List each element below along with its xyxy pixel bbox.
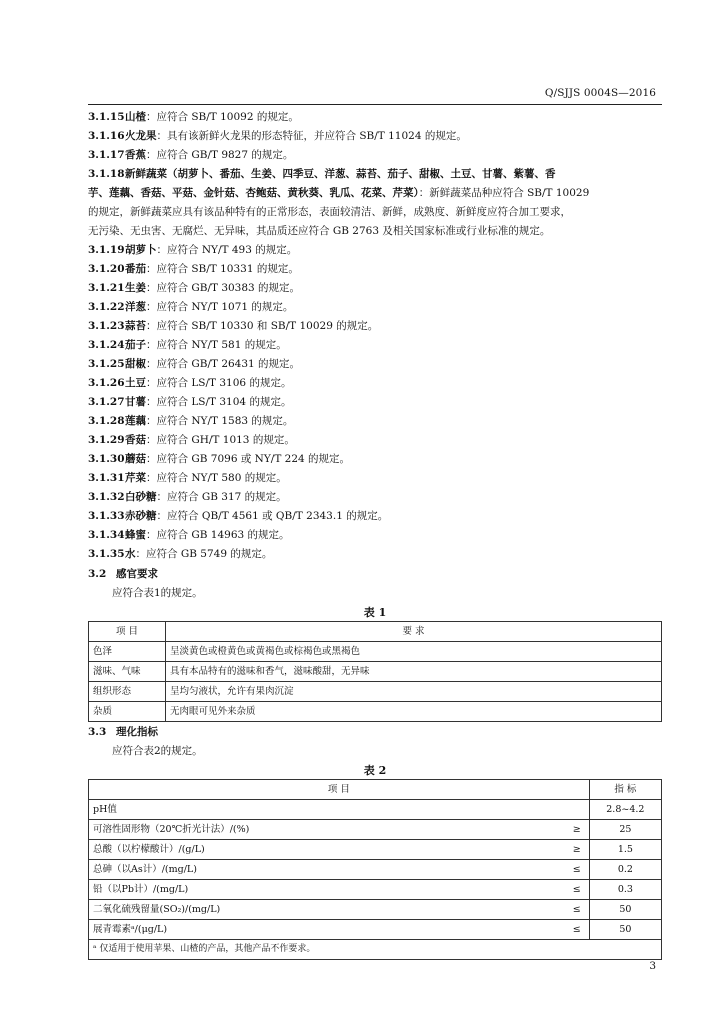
clause-text: ：应符合 NY/T 1583 的规定。 bbox=[146, 415, 294, 427]
clause-text: ：应符合 NY/T 1071 的规定。 bbox=[146, 301, 294, 313]
clause-item bbox=[88, 374, 662, 393]
clause-number: 3.1.22 bbox=[88, 301, 125, 313]
table-cell-value: 25 bbox=[589, 820, 661, 840]
clause-list-b bbox=[88, 241, 662, 564]
clause-number: 3.1.18 bbox=[88, 168, 125, 180]
clause-list-a bbox=[88, 108, 662, 165]
clause-number: 3.1.15 bbox=[88, 111, 125, 123]
clause-item bbox=[88, 355, 662, 374]
header-divider bbox=[88, 104, 662, 105]
clause-term: 甘薯 bbox=[125, 396, 146, 408]
table-cell-requirement: 具有本品特有的滋味和香气，滋味酸甜，无异味 bbox=[166, 662, 662, 682]
clause-term: 土豆 bbox=[125, 377, 146, 389]
clause-term: 胡萝卜 bbox=[125, 244, 157, 256]
table-cell-item bbox=[89, 900, 590, 920]
clause-item bbox=[88, 108, 662, 127]
clause-term: 火龙果 bbox=[125, 130, 157, 142]
clause-term: 番茄 bbox=[125, 263, 146, 275]
table-cell-item: 滋味、气味 bbox=[89, 662, 166, 682]
clause-text: ：具有该新鲜火龙果的形态特征，并应符合 SB/T 11024 的规定。 bbox=[156, 130, 467, 142]
clause-term: 生姜 bbox=[125, 282, 146, 294]
table1-caption: 表 1 bbox=[363, 606, 387, 619]
clause-text: ：应符合 GB/T 26431 的规定。 bbox=[146, 358, 301, 370]
clause-number: 3.1.27 bbox=[88, 396, 125, 408]
section-3-3-heading bbox=[88, 723, 662, 742]
table-cell-value: 1.5 bbox=[589, 840, 661, 860]
clause-text: ：应符合 GB 317 的规定。 bbox=[156, 491, 287, 503]
table-cell-item: 组织形态 bbox=[89, 682, 166, 702]
section-number: 3.2 bbox=[88, 568, 107, 580]
item-label: 二氧化硫残留量(SO₂)/(mg/L) bbox=[93, 904, 221, 915]
table-row bbox=[89, 662, 662, 682]
clause-number: 3.1.29 bbox=[88, 434, 125, 446]
comparison-symbol: ≤ bbox=[572, 904, 581, 915]
clause-term: 芹菜 bbox=[125, 472, 146, 484]
clause-term: 白砂糖 bbox=[125, 491, 157, 503]
clause-item bbox=[88, 260, 662, 279]
clause-item bbox=[88, 146, 662, 165]
clause-text: ：新鲜蔬菜品种应符合 SB/T 10029 bbox=[418, 187, 590, 199]
clause-item bbox=[88, 317, 662, 336]
clause-number: 3.1.24 bbox=[88, 339, 125, 351]
clause-term: 香蕉 bbox=[125, 149, 146, 161]
clause-number: 3.1.28 bbox=[88, 415, 125, 427]
table-footnote: ᵃ 仅适用于使用苹果、山楂的产品，其他产品不作要求。 bbox=[89, 940, 662, 960]
table-row bbox=[89, 900, 662, 920]
table-cell-item bbox=[89, 860, 590, 880]
table-cell-item: 杂质 bbox=[89, 702, 166, 722]
table-header-cell: 指 标 bbox=[589, 780, 661, 800]
clause-term: 蒜苔 bbox=[125, 320, 146, 332]
table-row bbox=[89, 860, 662, 880]
clause-term: 山楂 bbox=[125, 111, 146, 123]
clause-item bbox=[88, 431, 662, 450]
table-cell-item bbox=[89, 800, 590, 820]
section-3-3-text: 应符合表2的规定。 bbox=[112, 745, 203, 757]
document-id: Q/SJJS 0004S—2016 bbox=[544, 87, 656, 99]
comparison-symbol: ≤ bbox=[572, 864, 581, 875]
clause-text: ：应符合 GB 5749 的规定。 bbox=[135, 548, 273, 560]
clause-number: 3.1.17 bbox=[88, 149, 125, 161]
table-row bbox=[89, 920, 662, 940]
clause-text: ：应符合 GB 14963 的规定。 bbox=[146, 529, 290, 541]
section-3-2-text: 应符合表1的规定。 bbox=[112, 587, 203, 599]
clause-term: 洋葱 bbox=[125, 301, 146, 313]
section-title: 感官要求 bbox=[116, 568, 158, 580]
section-title: 理化指标 bbox=[116, 726, 158, 738]
clause-term: 水 bbox=[125, 548, 136, 560]
clause-3-1-18 bbox=[88, 165, 662, 241]
table-cell-item bbox=[89, 880, 590, 900]
clause-term: 赤砂糖 bbox=[125, 510, 157, 522]
table-cell-value: 50 bbox=[589, 920, 661, 940]
comparison-symbol: ≥ bbox=[572, 844, 581, 855]
clause-item bbox=[88, 488, 662, 507]
clause-item bbox=[88, 393, 662, 412]
table-header-cell: 项 目 bbox=[89, 622, 166, 642]
table-cell-item: 色泽 bbox=[89, 642, 166, 662]
clause-text: ：应符合 SB/T 10092 的规定。 bbox=[146, 111, 299, 123]
clause-text: ：应符合 GB 7096 或 NY/T 224 的规定。 bbox=[146, 453, 351, 465]
item-label: 可溶性固形物（20℃折光计法）/(%) bbox=[93, 824, 250, 835]
table-cell-requirement: 呈均匀液状，允许有果肉沉淀 bbox=[166, 682, 662, 702]
table-row bbox=[89, 682, 662, 702]
table-cell-value: 0.3 bbox=[589, 880, 661, 900]
clause-text: ：应符合 GB/T 9827 的规定。 bbox=[146, 149, 294, 161]
clause-text: ：应符合 LS/T 3104 的规定。 bbox=[146, 396, 292, 408]
clause-text-line3: 的规定，新鲜蔬菜应具有该品种特有的正常形态，表面较清洁、新鲜，成熟度、新鲜度应符合加工要求， bbox=[88, 206, 571, 218]
clause-item bbox=[88, 336, 662, 355]
clause-number: 3.1.25 bbox=[88, 358, 125, 370]
clause-number: 3.1.19 bbox=[88, 244, 125, 256]
table-footnote-row bbox=[89, 940, 662, 960]
clause-item bbox=[88, 298, 662, 317]
clause-number: 3.1.34 bbox=[88, 529, 125, 541]
table-row bbox=[89, 800, 662, 820]
clause-item bbox=[88, 241, 662, 260]
clause-number: 3.1.20 bbox=[88, 263, 125, 275]
table2-caption: 表 2 bbox=[363, 764, 387, 777]
clause-text: ：应符合 SB/T 10330 和 SB/T 10029 的规定。 bbox=[146, 320, 379, 332]
page-number: 3 bbox=[649, 960, 656, 972]
item-label: 铅（以Pb计）/(mg/L) bbox=[93, 884, 189, 895]
clause-text: ：应符合 GH/T 1013 的规定。 bbox=[146, 434, 295, 446]
item-label: 展青霉素ᵃ/(μg/L) bbox=[93, 924, 168, 935]
table-header-cell: 要 求 bbox=[166, 622, 662, 642]
clause-text-line4: 无污染、无虫害、无腐烂、无异味，其品质还应符合 GB 2763 及相关国家标准或行业标准的规定。 bbox=[88, 225, 551, 237]
table2 bbox=[88, 779, 662, 960]
clause-number: 3.1.33 bbox=[88, 510, 125, 522]
comparison-symbol: ≤ bbox=[572, 924, 581, 935]
table-header-row bbox=[89, 780, 662, 800]
table-cell-value: 0.2 bbox=[589, 860, 661, 880]
clause-number: 3.1.21 bbox=[88, 282, 125, 294]
clause-text: ：应符合 SB/T 10331 的规定。 bbox=[146, 263, 299, 275]
comparison-symbol: ≥ bbox=[572, 824, 581, 835]
clause-item bbox=[88, 545, 662, 564]
clause-text: ：应符合 NY/T 580 的规定。 bbox=[146, 472, 287, 484]
table-row bbox=[89, 702, 662, 722]
item-label: 总酸（以柠檬酸计）/(g/L) bbox=[93, 844, 205, 855]
table-row bbox=[89, 642, 662, 662]
table-cell-item bbox=[89, 840, 590, 860]
clause-term-cont: 芋、莲藕、香菇、平菇、金针菇、杏鲍菇、黄秋葵、乳瓜、花菜、芹菜） bbox=[88, 187, 419, 199]
table-header-cell: 项 目 bbox=[89, 780, 590, 800]
clause-term: 香菇 bbox=[125, 434, 146, 446]
clause-item bbox=[88, 507, 662, 526]
clause-number: 3.1.16 bbox=[88, 130, 125, 142]
table1 bbox=[88, 621, 662, 722]
table-cell-requirement: 呈淡黄色或橙黄色或黄褐色或棕褐色或黑褐色 bbox=[166, 642, 662, 662]
clause-number: 3.1.26 bbox=[88, 377, 125, 389]
table-row bbox=[89, 840, 662, 860]
clause-term: 新鲜蔬菜（胡萝卜、番茄、生姜、四季豆、洋葱、蒜苔、茄子、甜椒、土豆、甘薯、紫薯、香 bbox=[125, 168, 556, 180]
section-number: 3.3 bbox=[88, 726, 107, 738]
clause-item bbox=[88, 412, 662, 431]
table-cell-value: 2.8~4.2 bbox=[589, 800, 661, 820]
table-row bbox=[89, 880, 662, 900]
clause-number: 3.1.23 bbox=[88, 320, 125, 332]
section-3-2-heading bbox=[88, 565, 662, 584]
clause-term: 莲藕 bbox=[125, 415, 146, 427]
item-label: 总砷（以As计）/(mg/L) bbox=[93, 864, 197, 875]
clause-text: ：应符合 NY/T 493 的规定。 bbox=[156, 244, 298, 256]
clause-item bbox=[88, 279, 662, 298]
clause-term: 蜂蜜 bbox=[125, 529, 146, 541]
clause-number: 3.1.35 bbox=[88, 548, 125, 560]
clause-term: 蘑菇 bbox=[125, 453, 146, 465]
clause-text: ：应符合 QB/T 4561 或 QB/T 2343.1 的规定。 bbox=[156, 510, 389, 522]
clause-item bbox=[88, 127, 662, 146]
table-cell-item bbox=[89, 820, 590, 840]
table-cell-requirement: 无肉眼可见外来杂质 bbox=[166, 702, 662, 722]
clause-number: 3.1.32 bbox=[88, 491, 125, 503]
table-row bbox=[89, 820, 662, 840]
clause-term: 甜椒 bbox=[125, 358, 146, 370]
clause-item bbox=[88, 469, 662, 488]
clause-item bbox=[88, 450, 662, 469]
table-header-row bbox=[89, 622, 662, 642]
comparison-symbol: ≤ bbox=[572, 884, 581, 895]
clause-text: ：应符合 GB/T 30383 的规定。 bbox=[146, 282, 301, 294]
clause-number: 3.1.30 bbox=[88, 453, 125, 465]
table-cell-value: 50 bbox=[589, 900, 661, 920]
clause-text: ：应符合 NY/T 581 的规定。 bbox=[146, 339, 287, 351]
table-cell-item bbox=[89, 920, 590, 940]
clause-term: 茄子 bbox=[125, 339, 146, 351]
item-label: pH值 bbox=[93, 804, 117, 815]
clause-number: 3.1.31 bbox=[88, 472, 125, 484]
clause-text: ：应符合 LS/T 3106 的规定。 bbox=[146, 377, 292, 389]
document-body bbox=[88, 108, 662, 960]
clause-item bbox=[88, 526, 662, 545]
